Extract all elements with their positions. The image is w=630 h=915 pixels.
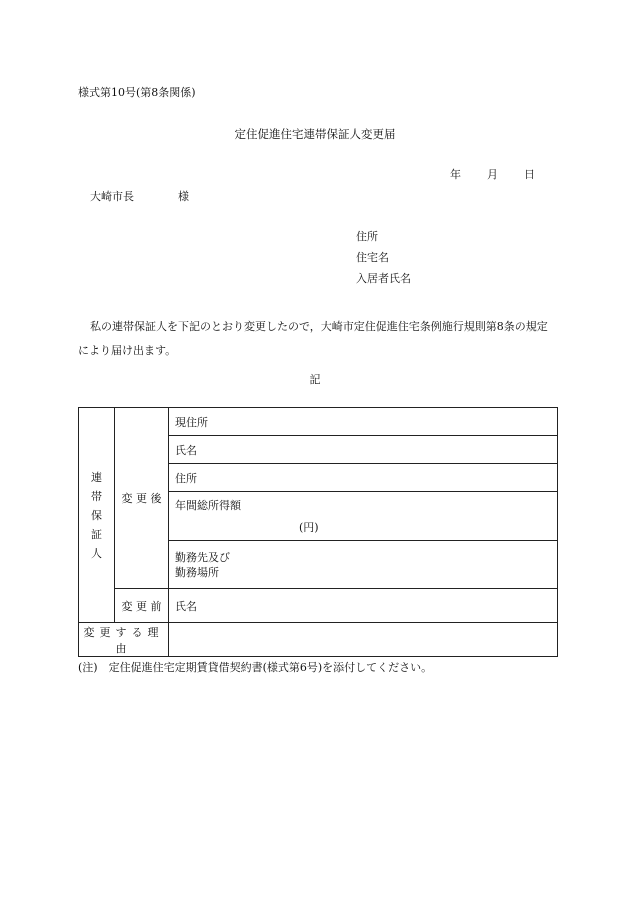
workplace-label-line2: 勤務場所 <box>175 565 219 579</box>
after-change-label: 変 更 後 <box>115 408 169 589</box>
guarantor-group-label: 連 帯 保 証 人 <box>79 408 115 623</box>
income-field[interactable] <box>169 492 558 541</box>
workplace-label-line1: 勤務先及び <box>175 550 230 564</box>
reason-label: 変更する理由 <box>79 623 169 657</box>
date-day: 日 <box>524 168 535 181</box>
after-address-field[interactable]: 住所 <box>169 464 558 492</box>
date-line <box>450 169 535 180</box>
addressee <box>90 191 189 202</box>
income-label: 年間総所得額 <box>175 499 241 512</box>
guarantor-table <box>78 407 558 657</box>
date-month: 月 <box>487 168 498 181</box>
before-name-field[interactable]: 氏名 <box>169 589 558 623</box>
before-change-label: 変 更 前 <box>115 589 169 623</box>
workplace-field[interactable] <box>169 541 558 589</box>
applicant-resident-label: 入居者氏名 <box>356 272 411 285</box>
document-title: 定住促進住宅連帯保証人変更届 <box>234 127 396 141</box>
footnote: (注) 定住促進住宅定期賃貸借契約書(様式第6号)を添付してください。 <box>78 661 433 674</box>
ki-heading: 記 <box>309 373 321 386</box>
body-text: 私の連帯保証人を下記のとおり変更したので，大崎市定住促進住宅条例施行規則第8条の規定により届け出ます。 <box>78 320 548 357</box>
addressee-name: 大崎市長 <box>90 190 134 203</box>
addressee-honorific: 様 <box>178 190 189 203</box>
reason-field[interactable] <box>169 623 558 657</box>
after-name-field[interactable]: 氏名 <box>169 436 558 464</box>
date-year: 年 <box>450 168 461 181</box>
applicant-residence-label: 住宅名 <box>356 251 389 264</box>
form-number: 様式第10号(第8条関係) <box>78 86 196 99</box>
income-unit: (円) <box>299 521 319 534</box>
current-address-field[interactable]: 現住所 <box>169 408 558 436</box>
applicant-address-label: 住所 <box>356 230 378 243</box>
